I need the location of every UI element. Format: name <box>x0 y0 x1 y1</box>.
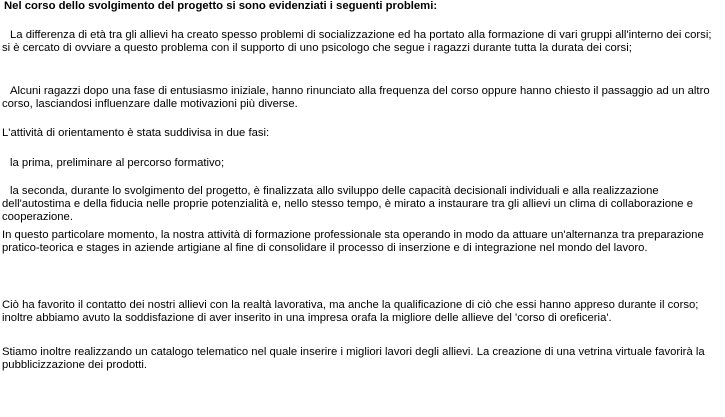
document-title: Nel corso dello svolgimento del progetto si sono evidenziati i seguenti problemi: <box>4 0 438 12</box>
paragraph-phase-two: la seconda, durante lo svolgimento del progetto, è finalizzata allo sviluppo delle capacità decisionali individuali e alla realizzazione dell'autostima e della fiducia nelle proprie potenzialità e, nello stesso tempo, è mirato a instaurare tra gli allievi un clima di collaborazione e cooperazione. <box>2 185 694 223</box>
paragraph-phase-one: la prima, preliminare al percorso formativo; <box>10 157 225 169</box>
paragraph-dropouts: Alcuni ragazzi dopo una fase di entusiasmo iniziale, hanno rinunciato alla frequenza del corso oppure hanno chiesto il passaggio ad un altro corso, lasciandosi influenzare dalle motivazioni più diverse. <box>2 85 710 110</box>
paragraph-age-difference: La differenza di età tra gli allievi ha creato spesso problemi di socializzazione ed ha portato alla formazione di vari gruppi all'interno dei corsi; si è cercato di ovviare a questo problema con il supporto di uno psicologo che segue i ragazzi durante tutta la durata dei corsi; <box>2 29 712 54</box>
paragraph-work-contact: Ciò ha favorito il contatto dei nostri allievi con la realtà lavorativa, ma anche la qualificazione di ciò che essi hanno appreso durante il corso; inoltre abbiamo avuto la soddisfazione di aver inserito in una impresa orafa la migliore delle allieve del 'corso di oreficeria'. <box>2 299 699 324</box>
paragraph-alternation: In questo particolare momento, la nostra attività di formazione professionale sta operando in modo da attuare un'alternanza tra preparazione pratico-teorica e stages in aziende artigiane al fine di consolidare il processo di inserzione e di integrazione nel mondo del lavoro. <box>2 229 704 254</box>
paragraph-orientation-intro: L'attività di orientamento è stata suddivisa in due fasi: <box>2 127 270 139</box>
paragraph-catalog: Stiamo inoltre realizzando un catalogo telematico nel quale inserire i migliori lavori degli allievi. La creazione di una vetrina virtuale favorirà la pubblicizzazione dei prodotti. <box>2 346 705 371</box>
